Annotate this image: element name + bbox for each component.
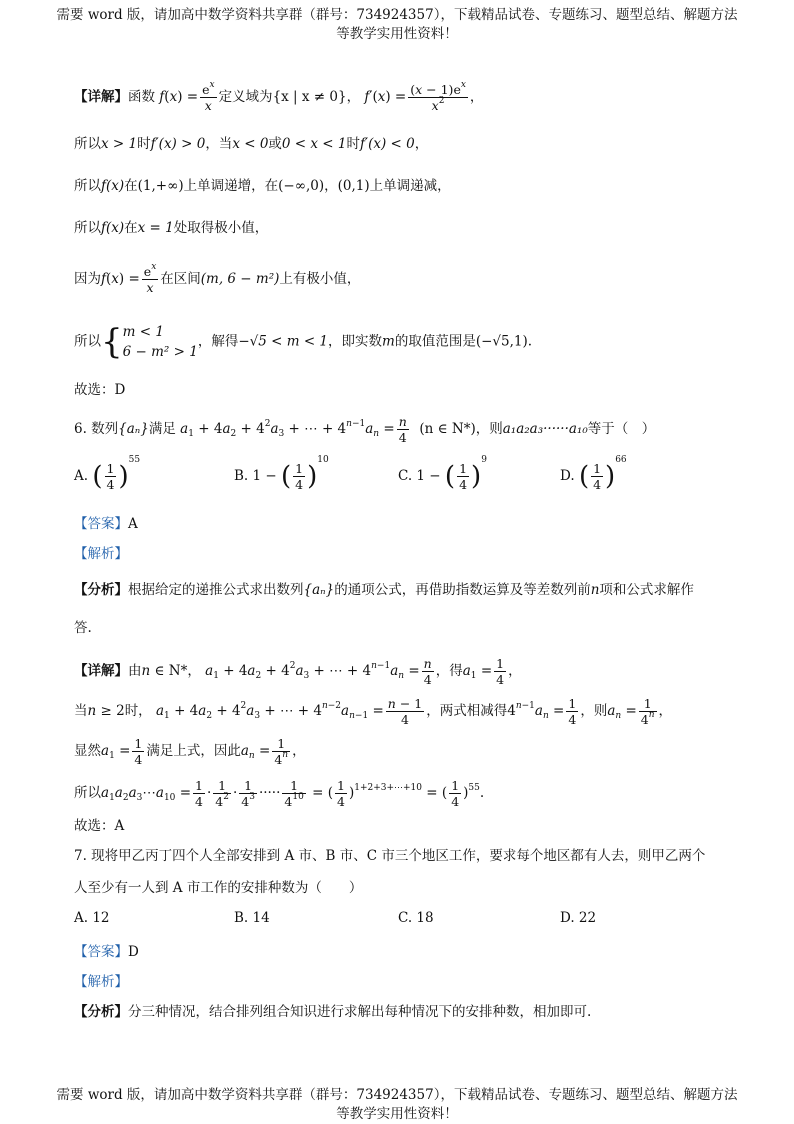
text: 显然 xyxy=(74,743,101,759)
fraction: $\frac{1}{4}$ xyxy=(106,461,115,492)
q5-detail-line-6 xyxy=(74,322,532,362)
detail-tag: 【详解】 xyxy=(74,89,128,105)
text: ， xyxy=(324,178,338,194)
q6-option-c[interactable]: C. 1 − ( $\frac{1}{4}$ )$^9$ xyxy=(398,455,487,492)
text: 所以 xyxy=(74,136,101,152)
q5-detail-line-1: 【详解】函数 f(x) = $\frac{e^x}{x}$ 定义域为{x | x ≠ 0}， f′(x) = $\frac{(x - 1)e^x}{x^2}$ ， xyxy=(74,80,484,113)
text: 6. 数列 xyxy=(74,421,119,437)
q5-detail-line-3 xyxy=(74,176,451,196)
q5-answer: 故选：D xyxy=(74,382,126,398)
fraction: $\frac{(x - 1)e^x}{x^2}$ xyxy=(410,80,466,113)
text: 在区间 xyxy=(160,271,201,287)
banner-line-2: 等教学实用性资料！ xyxy=(336,1106,458,1122)
text: 由 xyxy=(128,663,142,679)
math: (m, 6 − m²) xyxy=(200,271,280,287)
text: 根据给定的递推公式求出数列 xyxy=(128,582,304,598)
q7-option-d[interactable]: D. 22 xyxy=(560,910,597,926)
math: x < 0 xyxy=(232,136,269,152)
q5-detail-line-4 xyxy=(74,218,268,238)
math: (1,+∞) xyxy=(137,178,184,194)
text: 处取得极小值， xyxy=(173,220,269,236)
math: x = 1 xyxy=(137,220,174,236)
option-label: A. xyxy=(74,468,89,484)
fraction: $\frac{1}{4^2}$ xyxy=(215,778,229,809)
text: 所以 xyxy=(74,178,101,194)
fraction: $\frac{1}{4}$ xyxy=(195,778,203,809)
text: 所以 xyxy=(74,333,101,350)
q7-option-a[interactable]: A. 12 xyxy=(74,910,110,926)
math: (n ∈ N*) xyxy=(419,421,476,437)
answer-tag: 【答案】 xyxy=(74,944,128,960)
math: m xyxy=(382,333,395,350)
q5-detail-line-5: 因为f(x) = $\frac{e^x}{x}$ 在区间(m, 6 − m²)上有极小值， xyxy=(74,262,361,295)
text: ，则 xyxy=(580,703,608,719)
math: f(x) xyxy=(101,220,125,236)
fenxi-tag: 【分析】 xyxy=(74,1004,128,1020)
q7-answer xyxy=(74,942,139,962)
q5-detail-line-2 xyxy=(74,134,428,154)
fraction: $\frac{1}{4^3}$ xyxy=(241,778,255,809)
text: 函数 xyxy=(128,89,155,105)
option-label: B. xyxy=(234,468,249,484)
math: (0,1) xyxy=(337,178,370,194)
q7-option-b[interactable]: B. 14 xyxy=(234,910,270,926)
bottom-banner xyxy=(0,1086,794,1124)
fraction: $\frac{1}{4^{10}}$ xyxy=(284,778,304,809)
fraction: $\frac{1}{4}$ xyxy=(459,461,468,492)
fraction: $\frac{1}{4}$ xyxy=(134,736,143,767)
answer-value: D xyxy=(128,944,139,960)
text: 项和公式求解作 xyxy=(599,582,694,598)
top-banner xyxy=(0,6,794,44)
q6-option-a[interactable]: A. ( $\frac{1}{4}$ )$^{55}$ xyxy=(74,455,141,492)
left-brace: { xyxy=(101,322,123,362)
math: f(x) xyxy=(101,178,125,194)
q6-option-b[interactable]: B. 1 − ( $\frac{1}{4}$ )$^{10}$ xyxy=(234,455,329,492)
fraction: $\frac{1}{4^n}$ xyxy=(274,736,289,767)
text: ， xyxy=(292,743,306,759)
q6-stem: 6. 数列{aₙ}满足 $a_1 + 4a_2 + 4^2a_3$ + ⋯ + $4^{n-1}a_n$ = $\frac{n}{4}$ (n ∈ N*)，则a₁a₂a₃······a₁₀等于（ ） xyxy=(74,414,656,445)
text: ，两式相减得 xyxy=(426,703,508,719)
fraction: $\frac{e^x}{x}$ xyxy=(202,80,215,113)
text: 的取值范围是 xyxy=(394,333,476,350)
text: 或 xyxy=(268,136,282,152)
q7-option-c[interactable]: C. 18 xyxy=(398,910,434,926)
text: ，则 xyxy=(475,421,503,437)
fraction: $\frac{1}{4}$ xyxy=(593,461,602,492)
system-row-1: m < 1 xyxy=(122,324,164,340)
detail-tag: 【详解】 xyxy=(74,663,128,679)
text: 的通项公式，再借助指数运算及等差数列前 xyxy=(334,582,591,598)
fraction: $\frac{1}{4^n}$ xyxy=(640,696,655,727)
fraction: $\frac{n - 1}{4}$ xyxy=(387,696,423,727)
fraction: $\frac{n}{4}$ xyxy=(398,414,407,445)
q6-answer xyxy=(74,514,138,534)
text: 时 xyxy=(137,136,151,152)
q6-detail-line-4: 所以$a_1a_2a_3\cdots a_{10}$ = $\frac{1}{4}$ · $\frac{1}{4^2}$ · $\frac{1}{4^3}$ ····· $\frac{1}{4^{10}}$ = ( $\frac{1}{4}$ )$^{1+2+3+\cdots+10}$ = ( $\frac{1}{4}$ )$^{55}$. xyxy=(74,778,485,809)
text: ，当 xyxy=(205,136,233,152)
math: {aₙ} xyxy=(118,421,149,437)
fraction: $\frac{1}{4}$ xyxy=(295,461,304,492)
fraction: $\frac{n}{4}$ xyxy=(423,656,432,687)
text: 定义域为 xyxy=(218,89,273,105)
text: ，得 xyxy=(435,663,463,679)
option-label: C. xyxy=(398,468,413,484)
math: {aₙ} xyxy=(303,582,335,598)
text: . xyxy=(527,333,533,350)
banner-line-2: 等教学实用性资料！ xyxy=(336,26,458,42)
text: 在 xyxy=(124,220,138,236)
math: {x | x ≠ 0} xyxy=(272,89,347,105)
q7-fenxi xyxy=(74,1002,591,1022)
math: (−∞,0) xyxy=(278,178,325,194)
banner-line-1: 需要 word 版，请加高中数学资料共享群（群号：734924357），下载精品试卷、专题练习、题型总结、解题方法 xyxy=(56,1087,738,1103)
inequality-system xyxy=(123,322,198,362)
text: 所以 xyxy=(74,785,101,801)
q7-stem-line-2: 人至少有一人到 A 市工作的安排种数为（ ） xyxy=(74,880,363,896)
text: 满足上式，因此 xyxy=(146,743,241,759)
fraction: $\frac{1}{4}$ xyxy=(496,656,505,687)
answer-tag: 【答案】 xyxy=(74,516,128,532)
q6-option-d[interactable]: D. ( $\frac{1}{4}$ )$^{66}$ xyxy=(560,455,627,492)
banner-line-1: 需要 word 版，请加高中数学资料共享群（群号：734924357），下载精品试卷、专题练习、题型总结、解题方法 xyxy=(56,7,738,23)
q7-analysis-tag: 【解析】 xyxy=(74,974,128,990)
text: 满足 xyxy=(148,421,176,437)
fraction: $\frac{1}{4}$ xyxy=(336,778,345,809)
q6-detail-line-2: 当n ≥ 2时， $a_1 + 4a_2 + 4^2a_3$ + ⋯ + $4^{n-2}a_{n-1}$ = $\frac{n - 1}{4}$ ，两式相减得$4^{n-1}a_n$ = $\frac{1}{4}$ ，则$a_n$ = $\frac{1}{4^n}$ ， xyxy=(74,696,673,727)
text: 上单调递减， xyxy=(369,178,451,194)
fenxi-tag: 【分析】 xyxy=(74,582,128,598)
math: a₁a₂a₃······a₁₀ xyxy=(502,421,588,437)
q7-stem-line-1: 7. 现将甲乙丙丁四个人全部安排到 A 市、B 市、C 市三个地区工作，要求每个地区都有人去，则甲乙两个 xyxy=(74,848,706,864)
text: 上有极小值， xyxy=(279,271,361,287)
text: ，解得 xyxy=(197,333,239,350)
fraction: $\frac{1}{4}$ xyxy=(451,778,460,809)
system-row-2: 6 − m² > 1 xyxy=(122,344,198,360)
answer-value: A xyxy=(128,516,138,532)
q6-detail-line-3: 显然$a_1$ = $\frac{1}{4}$ 满足上式，因此$a_n$ = $\frac{1}{4^n}$ ， xyxy=(74,736,306,767)
text: 时， xyxy=(124,703,152,719)
math: (−√5,1) xyxy=(475,333,528,350)
text: 因为 xyxy=(74,271,101,287)
text: 在 xyxy=(124,178,138,194)
q6-final: 故选：A xyxy=(74,818,125,834)
math: f′(x) > 0 xyxy=(150,136,206,152)
text: 上单调递增，在 xyxy=(183,178,279,194)
option-label: D. xyxy=(560,468,575,484)
text: 分三种情况，结合排列组合知识进行求解出每种情况下的安排种数，相加即可. xyxy=(128,1004,592,1020)
q6-detail-line-1: 【详解】由n ∈ N*， $a_1 + 4a_2 + 4^2a_3$ + ⋯ + $4^{n-1}a_n$ = $\frac{n}{4}$ ，得$a_1$ = $\frac{1}{4}$ ， xyxy=(74,656,522,687)
text: 等于（ ） xyxy=(587,421,656,437)
q6-analysis-tag: 【解析】 xyxy=(74,546,128,562)
text: 所以 xyxy=(74,220,101,236)
fraction: $\frac{e^x}{x}$ xyxy=(143,262,157,295)
math: x > 1 xyxy=(101,136,138,152)
text: ，即实数 xyxy=(328,333,383,350)
fraction: $\frac{1}{4}$ xyxy=(568,696,577,727)
math: −√5 < m < 1 xyxy=(238,333,329,350)
text: ， xyxy=(414,136,429,152)
text: 时 xyxy=(346,136,361,152)
text: 当 xyxy=(74,703,88,719)
q6-fenxi-line-2: 答. xyxy=(74,620,92,636)
q6-fenxi-line-1: 【分析】根据给定的递推公式求出数列{aₙ}的通项公式，再借助指数运算及等差数列前n项和公式求解作 xyxy=(74,582,694,598)
math: f′(x) < 0 xyxy=(360,136,415,152)
math: 0 < x < 1 xyxy=(281,136,347,152)
